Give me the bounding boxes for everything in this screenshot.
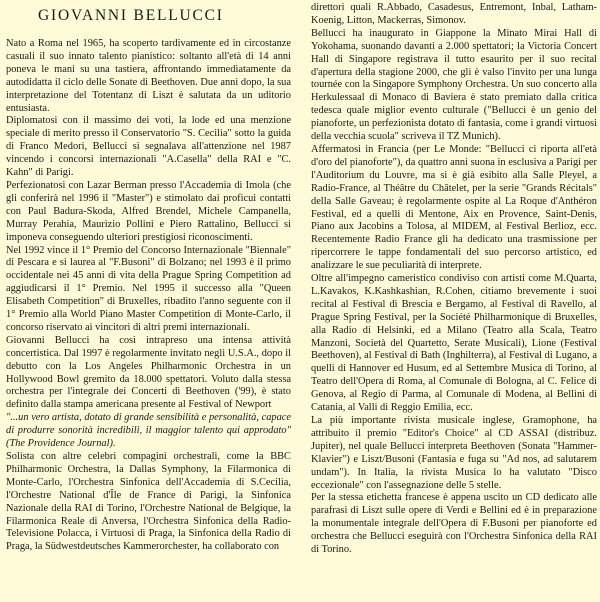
paragraph-france: Affermatosi in Francia (per Le Monde: "Bellucci ci riporta all'età d'oro del pianoforte"), da quattro anni suona in esclusiva a Parigi per l'Auditorium du Louvre, ma si è già esibito alla Salle Pleyel, a Radio-France, al Théâtre du Châtelet, per la serie "Grands Récitals" della Salle Gaveau; è regolarmente ospite al La Roque d'Anthéron Festival, ed a quelli di Mentone, Aix en Provence, Saint-Denis, Piano aux Jacobins a Tolosa, al MIDEM, al Festival Berlioz, ecc. Recentemente Radio France gli ha dedicato una trasmissione per ripercorrere le tappe fondamentali del suo percorso artistico, ed analizzare le sue peculiarità di interprete. <box>311 143 597 272</box>
paragraph-chamber-recitals: Oltre all'impegno cameristico condiviso con artisti come M.Quarta, L.Kavakos, K.Kashkashian, R.Cohen, citiamo brevemente i suoi recital al Festival di Brescia e Bergamo, al Festival di Ravello, al Prague Spring Festival, per la Société Philharmonique di Bruxelles, alla Radio di Helsinki, ed a Milano (Teatro alla Scala, Teatro Manzoni, Società del Quartetto, Serate Musicali), Lione (Festival Beethoven), al Festival di Bath (Inghilterra), al Festival di Lugano, a quelli di Hannover ed Husum, ed al Settembre Musica di Torino, al Teatro dell'Opera di Roma, al Comunale di Bologna, al C. Felice di Genova, al Regio di Parma, al Comunale di Modena, al Bellini di Catania, al Valli di Reggio Emilia, ecc. <box>311 273 597 414</box>
paragraph-orchestras: Solista con altre celebri compagini orchestrali, come la BBC Philharmonic Orchestra, la Dallas Symphony, la Filarmonica di Monte-Carlo, l'Orchestra Sinfonica dell'Accademia di S.Cecilia, l'Orchestre National d'Île de France di Parigi, la Sinfonica Nazionale della RAI di Torino, l'Orchestre National de Belgique, la Filarmonica Reale di Anversa, l'Orchestra Sinfonica della Radio-Televisione Polacca, i Virtuosi di Praga, la Sinfonica della Radio di Praga, la Südwestdeutsches Kammerorchester, ha collaborato con <box>6 451 291 553</box>
right-column <box>311 2 597 557</box>
paragraph-new-cd: Per la stessa etichetta francese è appena uscito un CD dedicato alle parafrasi di Liszt sulle opere di Verdi e Bellini ed è in preparazione la monumentale integrale dell'Opera di F.Busoni per pianoforte ed orchestra che Bellucci eseguirà con l'Orchestra Sinfonica della RAI di Torino. <box>311 492 597 556</box>
paragraph-gramophone: La più importante rivista musicale inglese, Gramophone, ha attribuito il premio "Editor's Choice" al CD ASSAI (distribuz. Jupiter), nel quale Bellucci interpreta Beethoven (Sonata "Hammer-Klavier") e Liszt/Busoni (Fantasia e fuga su "Ad nos, ad salutarem undam"). In Italia, la rivista Musica lo ha valutato "Disco eccezionale" con l'assegnazione delle 5 stelle. <box>311 415 597 491</box>
paragraph-birth: Nato a Roma nel 1965, ha scoperto tardivamente ed in circostanze casuali il suo innato talento pianistico: soltanto all'età di 14 anni poneva le mani su una tastiera, affrontando immediatamente da autodidatta il ciclo delle Sonate di Beethoven. Due anni dopo, la sua interpretazione del Totentanz di Liszt è salutata da un uditorio entusiasta. <box>6 38 291 114</box>
press-quote: "...un vero artista, dotato di grande sensibilità e personalità, capace di produrre sonorità incredibili, il maggior talento qui approdato" (The Providence Journal). <box>6 412 291 450</box>
paragraph-diploma: Diplomatosi con il massimo dei voti, la lode ed una menzione speciale di merito presso il Conservatorio "S. Cecilia" sotto la guida di Franco Medori, Bellucci si segnalava all'attenzione nel 1987 vincendo i concorsi internazionali "A.Casella" della RAI e "C. Kahn" di Parigi. <box>6 115 291 179</box>
paragraph-perfection: Perfezionatosi con Lazar Berman presso l'Accademia di Imola (che gli conferirà nel 1996 il "Master") e stimolato dai proficui contatti con Paul Badura-Skoda, Alfred Brendel, Michele Campanella, Murray Perahia, Maurizio Pollini e Piero Rattalino, Bellucci si imponeva conseguendo ulteriori prestigiosi riconoscimenti. <box>6 179 291 243</box>
page-title: GIOVANNI BELLUCCI <box>38 7 224 24</box>
paragraph-conductors: direttori quali R.Abbado, Casadesus, Entremont, Inbal, Latham-Koenig, Litton, Mackerras, Simonov. <box>311 2 597 26</box>
paragraph-japan-singapore: Bellucci ha inaugurato in Giappone la Minato Mirai Hall di Yokohama, suonando davanti a 2.000 spettatori; la Victoria Concert Hall di Singapore registrava il tutto esaurito per il suo recital d'apertura della stagione 2000, che gli è valso l'invito per una lunga tournée con la Singapore Symphony Orchestra. Un suo concerto alla Herkulessaal di Monaco di Baviera è stato premiato dalla critica tedesca quale miglior evento culturale ("Bellucci è un genio del pianoforte, un perfezionista dotato di fantasia, come i grandi virtuosi della vecchia scuola" scriveva il TZ Munich). <box>311 27 597 143</box>
paragraph-press-quote <box>6 412 291 451</box>
paragraph-awards: Nel 1992 vince il 1° Premio del Concorso Internazionale "Biennale" di Pescara e si laurea al "F.Busoni" di Bolzano; nel 1993 è il primo occidentale nei 45 anni di vita della Prague Spring Competition ad aggiudicarsi il 1° Premio. Nel 1995 il successo alla "Queen Elisabeth Competition" di Bruxelles, ribadito l'anno seguente con il 1° Premio alla World Piano Master Competition di Monte-Carlo, il concorso riservato ai vincitori di altri premi internazionali. <box>6 244 291 333</box>
left-column <box>6 38 291 554</box>
paragraph-concerts: Giovanni Bellucci ha così intrapreso una intensa attività concertistica. Dal 1997 è regolarmente invitato negli U.S.A., dopo il debutto con la Los Angeles Philharmonic Orchestra in un Hollywood Bowl gremito da 18.000 spettatori. Voluto dalla stessa orchestra per l'integrale dei Concerti di Beethoven ('99), è stato definito dalla stampa americana presente al Festival of Newport <box>6 334 291 411</box>
